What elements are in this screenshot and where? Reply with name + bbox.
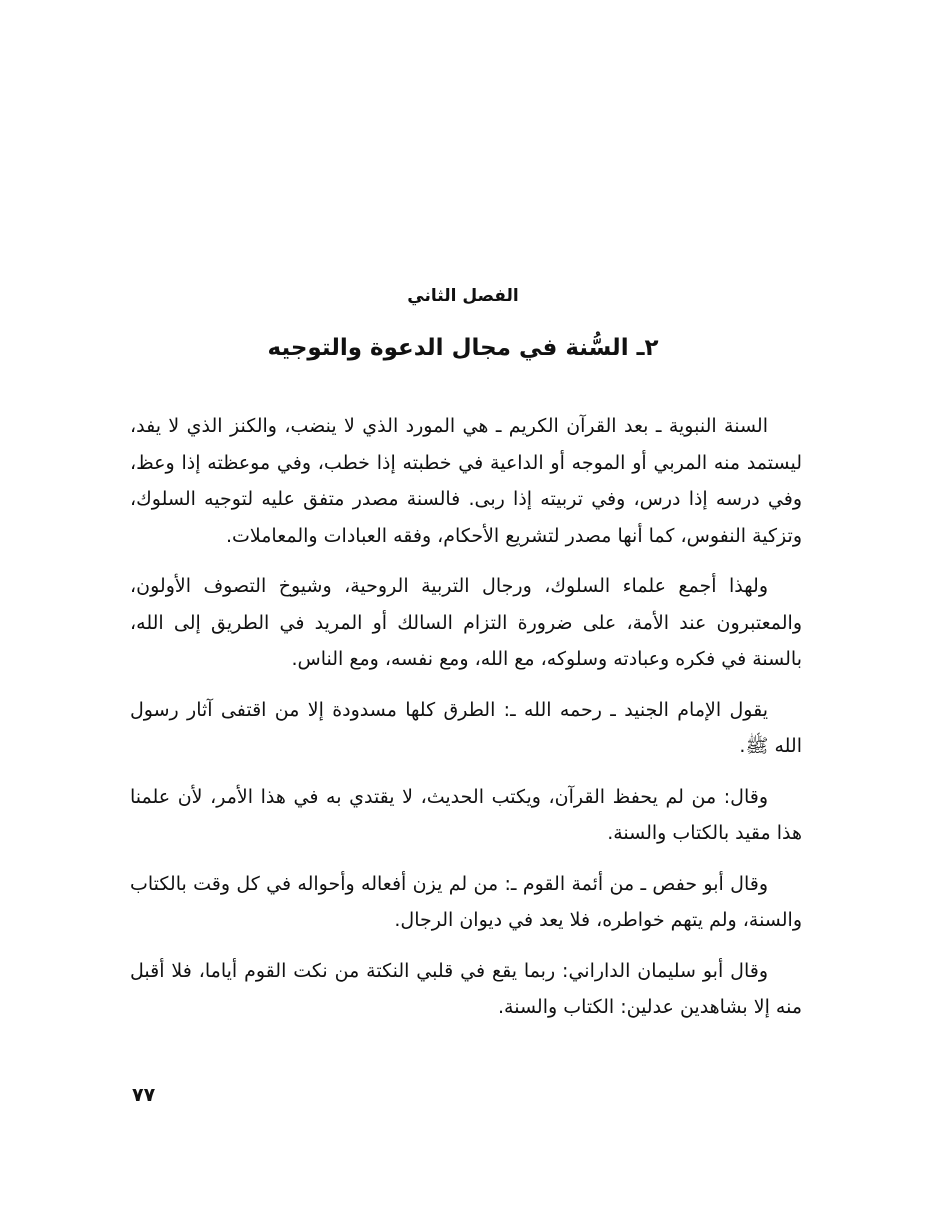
chapter-label: الفصل الثاني [407, 286, 519, 306]
paragraph-1: السنة النبوية ـ بعد القرآن الكريم ـ هي المورد الذي لا ينضب، والكنز الذي لا يفد، ليستمد منه المربي أو الموجه أو الداعية في خطبته إذا خطب، وفي موعظته إذا وعظ، وفي درسه إذا درس، وفي تربيته إذا ربى. فالسنة مصدر متفق عليه لتوجيه السلوك، وتزكية النفوس، كما أنها مصدر لتشريع الأحكام، وفقه العبادات والمعاملات. [130, 415, 802, 547]
paragraph-3: يقول الإمام الجنيد ـ رحمه الله ـ: الطرق كلها مسدودة إلا من اقتفى آثار رسول الله ﷺ. [130, 698, 802, 757]
paragraph-6: وقال أبو سليمان الداراني: ربما يقع في قلبي النكتة من نكت القوم أياما، فلا أقبل منه إلا بشاهدين عدلين: الكتاب والسنة. [130, 959, 802, 1018]
paragraph-5: وقال أبو حفص ـ من أئمة القوم ـ: من لم يزن أفعاله وأحواله في كل وقت بالكتاب والسنة، ولم يتهم خواطره، فلا يعد في ديوان الرجال. [130, 872, 802, 931]
body-text [130, 408, 802, 1040]
paragraph-4: وقال: من لم يحفظ القرآن، ويكتب الحديث، لا يقتدي به في هذا الأمر، لأن علمنا هذا مقيد بالكتاب والسنة. [130, 785, 802, 844]
section-title: ٢ـ السُّنة في مجال الدعوة والتوجيه [267, 335, 659, 361]
page-number: ٧٧ [132, 1084, 156, 1106]
paragraph-2: ولهذا أجمع علماء السلوك، ورجال التربية الروحية، وشيوخ التصوف الأولون، والمعتبرون عند الأمة، على ضرورة التزام السالك أو المريد في الطريق إلى الله، بالسنة في فكره وعبادته وسلوكه، مع الله، ومع نفسه، ومع الناس. [130, 575, 802, 670]
